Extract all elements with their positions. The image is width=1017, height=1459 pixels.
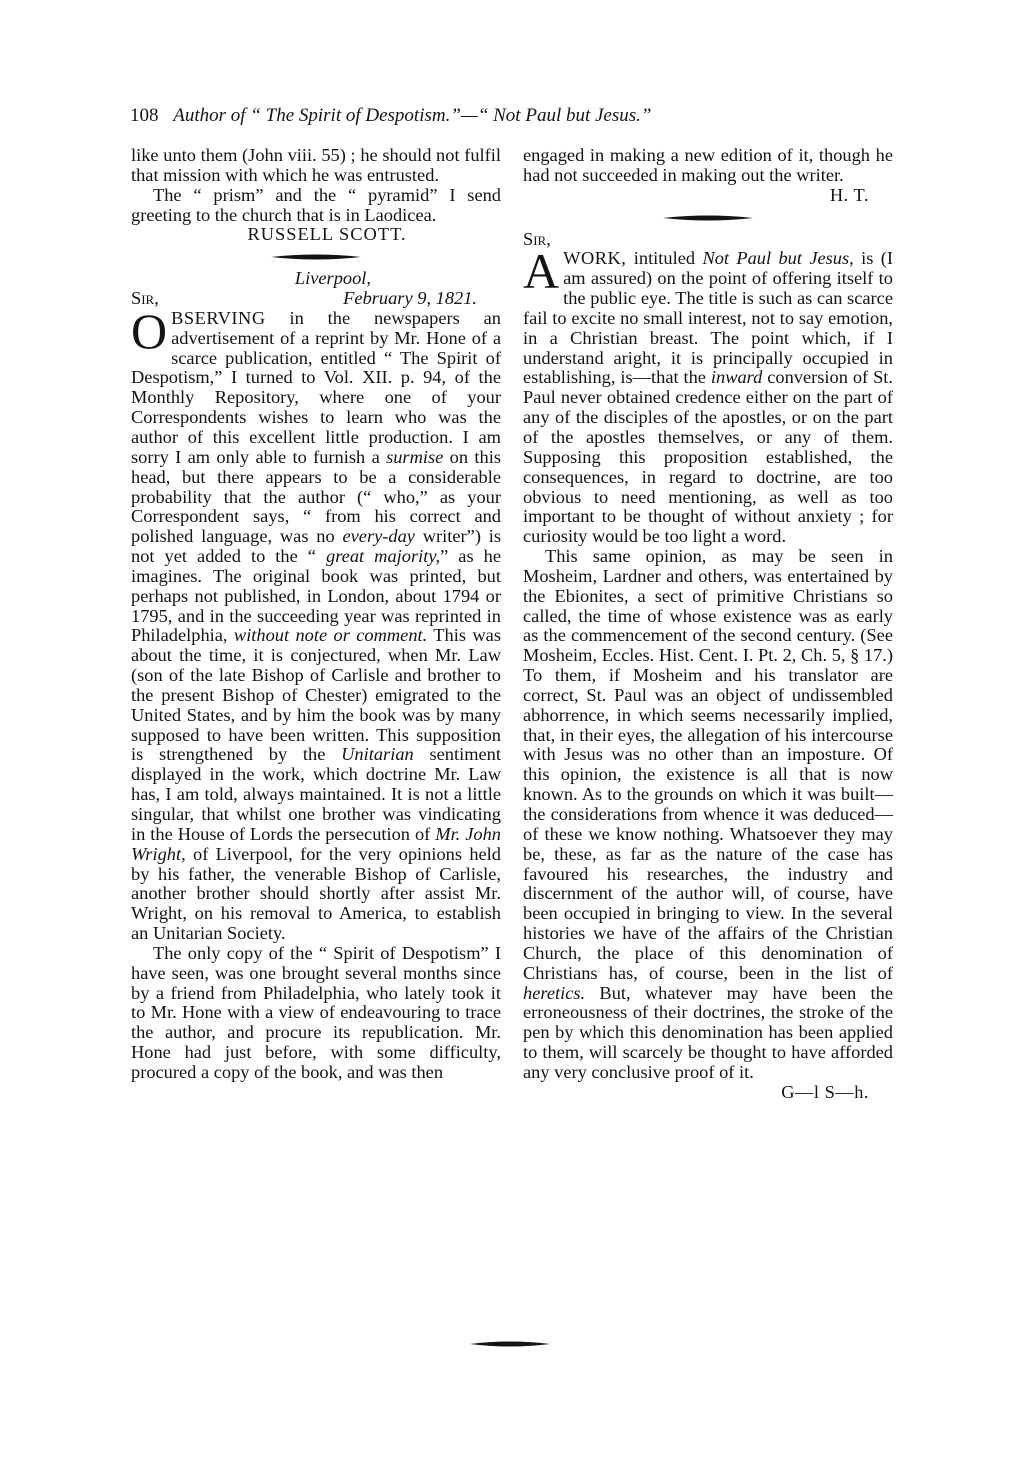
- footer-ornamental-rule: [470, 1338, 550, 1350]
- paragraph: engaged in making a new edition of it, though he had not succeeded in making out the writer.: [523, 145, 893, 185]
- drop-cap: O: [131, 302, 168, 359]
- right-column: [523, 146, 893, 1103]
- running-header: [130, 104, 900, 128]
- running-title: Author of “ The Spirit of Despotism.”—“ Not Paul but Jesus.”: [173, 105, 652, 126]
- drop-cap: A: [523, 243, 560, 300]
- ornamental-rule: [663, 212, 753, 224]
- left-column: [131, 146, 501, 1083]
- paragraph: The “ prism” and the “ pyramid” I send greeting to the church that is in Laodicea.: [131, 184, 501, 225]
- paragraph: The only copy of the “ Spirit of Despotism” I have seen, was one brought several months since by a friend from Philadelphia, who lately took it to Mr. Hone with a view of endeavouring to trace the author, and procure its republication. Mr. Hone had just before, with some difficulty, procured a copy of the book, and was then: [131, 942, 501, 1082]
- dateline-date: February 9, 1821.: [343, 288, 477, 309]
- letter-paragraph: OBSERVING in the newspapers an advertisement of a reprint by Mr. Hone of a scarce publication, entitled “ The Spirit of Despotism,” I turned to Vol. XII. p. 94, of the Monthly Repository, where one of your Correspondents wishes to learn who was the author of this excellent little production. I am sorry I am only able to furnish a surmise on this head, but there appears to be a considerable probability that the author (“ who,” as your Correspondent says, “ from his correct and polished language, was no every-day writer”) is not yet added to the “ great majority,” as he imagines. The original book was printed, but perhaps not published, in London, about 1794 or 1795, and in the succeeding year was reprinted in Philadelphia, without note or comment. This was about the time, it is conjectured, when Mr. Law (son of the late Bishop of Carlisle and brother to the present Bishop of Chester) emigrated to the United States, and by him the book was by many supposed to have been written. This supposition is strengthened by the Unitarian sentiment displayed in the work, which doctrine Mr. Law has, I am told, always maintained. It is not a little singular, that whilst one brother was vindicating in the House of Lords the persecution of Mr. John Wright, of Liverpool, for the very opinions held by his father, the venerable Bishop of Carlisle, another brother should shortly after assist Mr. Wright, on his removal to America, to establish an Unitarian Society.: [131, 302, 501, 944]
- letter-paragraph: A WORK, intituled Not Paul but Jesus, is (I am assured) on the point of offering itself to the public eye. The title is such as can scarce fail to excite no small interest, not to say emotion, in a Christian breast. The point which, if I understand aright, it is principally occupied in establishing, is—that the inward conversion of St. Paul never obtained credence either on the part of any of the disciples of the apostles, or on the part of the apostles themselves, or any of them. Supposing this proposition established, the consequences, in regard to doctrine, are too obvious to need mentioning, as well as too important to be thought of without anxiety ; for curiosity would be too light a word.: [523, 243, 894, 547]
- signature-h-t: H. T.: [829, 184, 869, 205]
- signature-gsh: G—l S—h.: [781, 1081, 869, 1102]
- salutation: Sir,: [131, 288, 159, 309]
- ornamental-rule: [271, 251, 361, 263]
- page-number: 108: [130, 105, 159, 126]
- salutation: Sir,: [523, 228, 551, 249]
- paragraph: like unto them (John viii. 55) ; he should not fulfil that mission with which he was entrusted.: [131, 145, 501, 185]
- dateline-place: Liverpool,: [294, 268, 371, 289]
- paragraph: This same opinion, as may be seen in Mosheim, Lardner and others, was entertained by the Ebionites, a sect of primitive Christians so called, the time of whose existence was as early as the commencement of the second century. (See Mosheim, Eccles. Hist. Cent. I. Pt. 2, Ch. 5, § 17.) To them, if Mosheim and his translator are correct, St. Paul was an object of undissembled abhorrence, in which seems necessarily implied, that, in their eyes, the allegation of his intercourse with Jesus was no other than an imposture. Of this opinion, the existence is all that is now known. As to the grounds on which it was built—the considerations from whence it was deduced—of these we know nothing. Whatsoever they may be, these, as far as the nature of the case has favoured his researches, the industry and discernment of the author will, of course, have been occupied in bringing to view. In the several histories we have of the affairs of the Christian Church, the place of this denomination of Christians has, of course, been in the list of heretics. But, whatever may have been the erroneousness of their doctrines, the stroke of the pen by which this denomination has been applied to them, will scarcely be thought to have afforded any very conclusive proof of it.: [523, 546, 893, 1082]
- dateline: [131, 269, 501, 309]
- signature-russell-scott: RUSSELL SCOTT.: [247, 224, 407, 245]
